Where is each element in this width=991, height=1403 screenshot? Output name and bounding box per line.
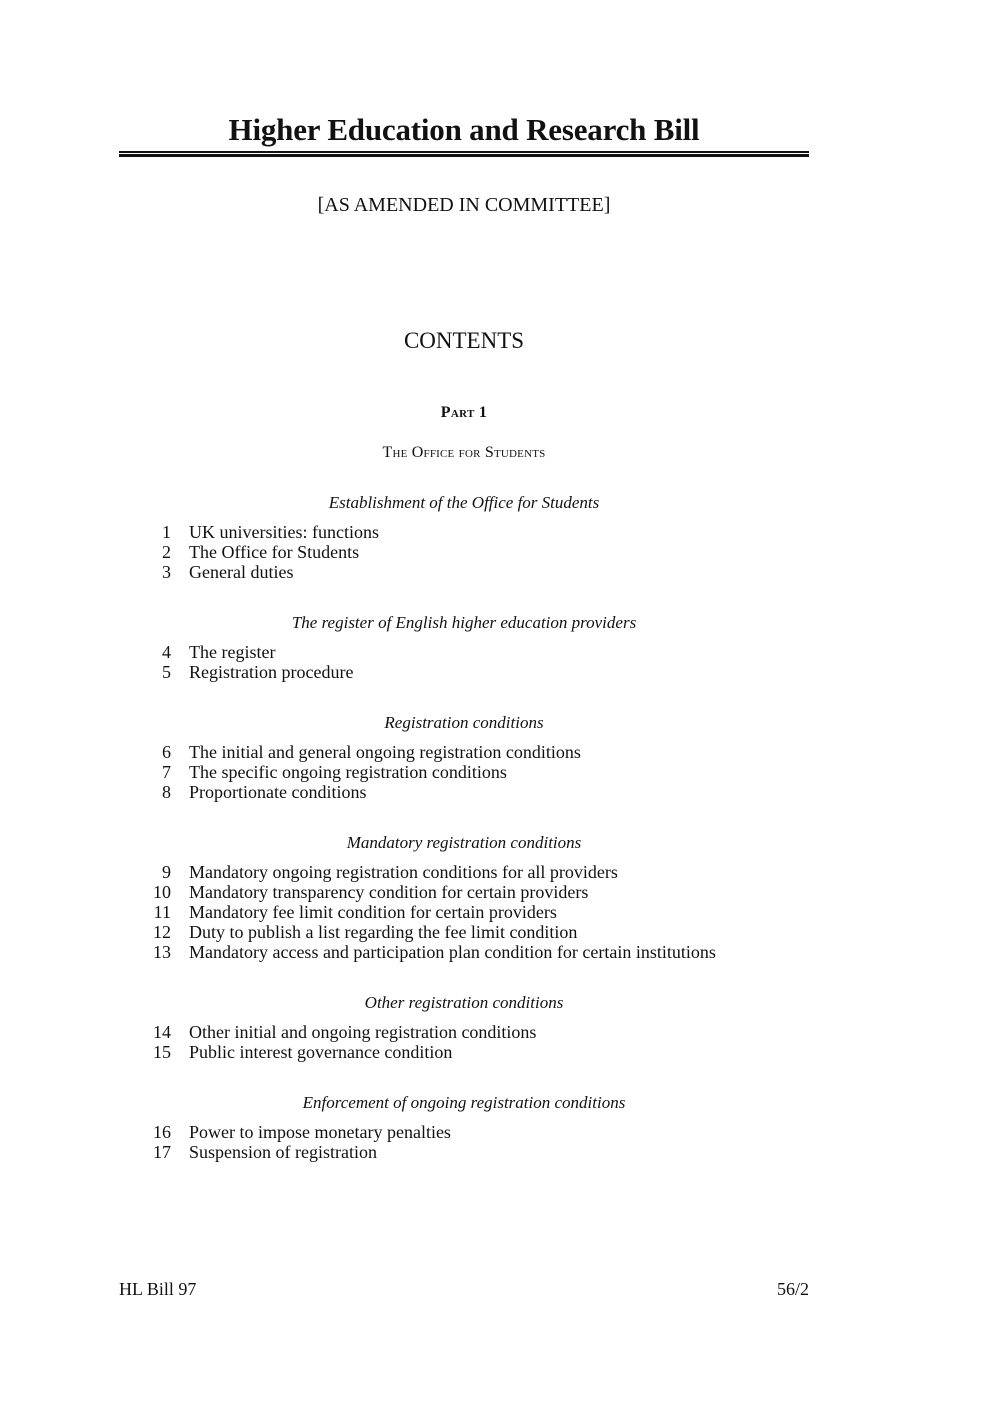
toc-entry[interactable] [119,1122,809,1142]
toc-entry[interactable] [119,562,809,582]
entry-label: Public interest governance condition [189,1042,453,1062]
toc-section [119,1092,809,1162]
entry-number: 17 [153,1142,171,1162]
entry-number: 6 [162,742,171,762]
toc-entry[interactable] [119,642,809,662]
entry-label: Power to impose monetary penalties [189,1122,451,1142]
entry-number: 11 [153,902,171,922]
entry-number: 5 [162,662,171,682]
section-heading: Mandatory registration conditions [346,833,582,852]
entry-label: Registration procedure [189,662,354,682]
entry-label: Other initial and ongoing registration conditions [189,1022,537,1042]
entry-number: 12 [153,922,171,942]
toc-entry[interactable] [119,1142,809,1162]
toc-entry[interactable] [119,862,809,882]
entry-number: 9 [162,862,171,882]
toc-entry[interactable] [119,902,809,922]
section-heading: The register of English higher education providers [291,613,637,632]
entry-label: The initial and general ongoing registration conditions [189,742,581,762]
toc-entry[interactable] [119,782,809,802]
toc-entry[interactable] [119,662,809,682]
document-page [119,0,809,1403]
entry-number: 2 [162,542,171,562]
entry-label: Mandatory access and participation plan condition for certain institutions [189,942,716,962]
entry-number: 14 [153,1022,171,1042]
toc-section [119,832,809,962]
toc-entry[interactable] [119,922,809,942]
title-rule-thin [119,151,809,153]
toc-section [119,612,809,682]
entry-label: Suspension of registration [189,1142,377,1162]
toc-entry[interactable] [119,762,809,782]
part-heading: Part 1 [440,404,488,421]
section-heading: Establishment of the Office for Students [328,493,600,512]
contents-heading: CONTENTS [403,328,525,353]
entry-number: 3 [162,562,171,582]
entry-label: Mandatory ongoing registration conditions for all providers [189,862,618,882]
page-reference: 56/2 [776,1279,809,1299]
entry-label: The register [189,642,276,662]
entry-label: General duties [189,562,294,582]
toc-entry[interactable] [119,542,809,562]
entry-number: 1 [162,522,171,542]
title-rule-thick [119,154,809,157]
toc-entry[interactable] [119,1042,809,1062]
toc-entry[interactable] [119,742,809,762]
entry-number: 8 [162,782,171,802]
toc-section [119,712,809,802]
bill-number: HL Bill 97 [119,1279,197,1299]
entry-label: UK universities: functions [189,522,379,542]
entry-number: 13 [153,942,171,962]
entry-number: 4 [162,642,171,662]
section-heading: Other registration conditions [364,993,564,1012]
entry-label: Proportionate conditions [189,782,367,802]
section-heading: Registration conditions [384,713,544,732]
entry-number: 7 [162,762,171,782]
document-title: Higher Education and Research Bill [228,112,700,147]
toc-section [119,492,809,582]
entry-label: The Office for Students [189,542,360,562]
toc-entry[interactable] [119,522,809,542]
toc-entry[interactable] [119,1022,809,1042]
entry-number: 10 [153,882,171,902]
entry-label: Mandatory fee limit condition for certain providers [189,902,557,922]
entry-label: Mandatory transparency condition for certain providers [189,882,589,902]
entry-number: 15 [153,1042,171,1062]
part-title: The Office for Students [382,444,546,461]
toc-entry[interactable] [119,882,809,902]
toc-entry[interactable] [119,942,809,962]
toc-section [119,992,809,1062]
entry-label: The specific ongoing registration conditions [189,762,507,782]
document-subtitle: [AS AMENDED IN COMMITTEE] [317,194,611,216]
entry-number: 16 [153,1122,171,1142]
section-heading: Enforcement of ongoing registration conditions [302,1093,626,1112]
entry-label: Duty to publish a list regarding the fee limit condition [189,922,578,942]
